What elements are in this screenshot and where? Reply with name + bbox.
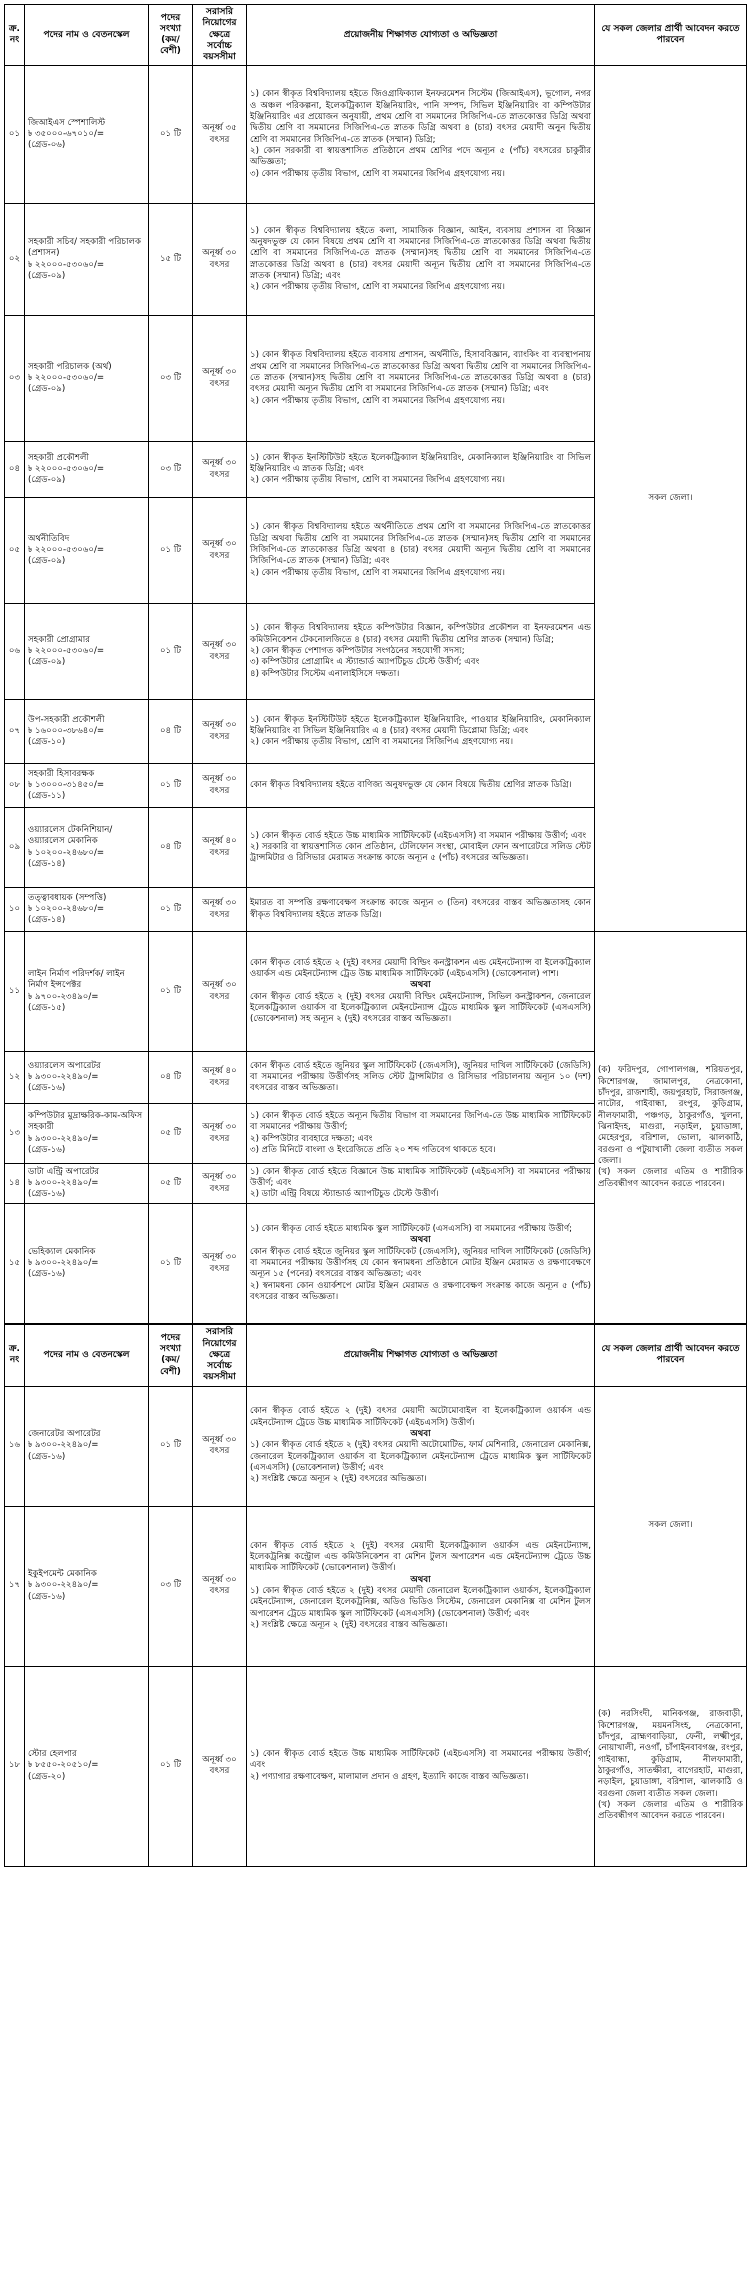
qualification-line: ২) সরকারি বা স্বায়ত্তশাসিত কোন প্রতিষ্ঠান, টেলিফোন সংস্থা, মোবাইল ফোন অপারেটরে সলিড স্টেট ট্রান্সমিটার ও রিসিভার মেরামত সংক্রান্ত কাজে অন্যূন ৫ (পাঁচ) বৎসরের অভিজ্ঞতা। [250, 842, 591, 864]
post-count: ১৫ টি [149, 204, 193, 316]
qualification-line: ১) কোন স্বীকৃত বোর্ড হইতে ২ (দুই) বৎসর মেয়াদী অটোমোটিভ, ফার্ম মেশিনারি, জেনারেল মেকানিক্স, জেনারেল ইলেকট্রিক্যাল ওয়ার্কস বা ইলেকট্রিক্যাল মেইনটেন্যান্স ট্রেডে মাধ্যমিক স্কুল সার্টিফিকেট (এসএসসি) (ভোকেশনাল) উত্তীর্ণ; এবং [250, 1440, 591, 1474]
qualification-cell [247, 1506, 595, 1666]
serial-number: ০৯ [5, 808, 25, 888]
post-count: ০৫ টি [149, 1164, 193, 1204]
pay-scale: ৳ ১০২০০-২৪৬৮০/= [28, 847, 105, 858]
age-limit: অনূর্ধ্ব ৩০ বৎসর [193, 604, 247, 700]
pay-grade: (গ্রেড-১১) [28, 791, 66, 802]
serial-number: ০২ [5, 204, 25, 316]
age-limit: অনূর্ধ্ব ৩০ বৎসর [193, 204, 247, 316]
or-separator: অথবা [410, 1235, 431, 1246]
pay-scale: ৳ ৩৫০০০-৬৭০১০/= [28, 129, 105, 140]
qualification-line: কোন স্বীকৃত বোর্ড হইতে জুনিয়র স্কুল সার্টিফিকেট (জেএসসি), জুনিয়র দাখিল সার্টিফিকেট (জেডিসি) বা সমমানের পরীক্ষায় উত্তীর্ণসহ যে কোন স্বনামধন্য প্রতিষ্ঠানে মোটর ইঞ্জিন মেরামত ও রক্ষণাবেক্ষণে অন্যূন ১৫ (পনের) বৎসরের বাস্তব অভিজ্ঞতা; এবং [250, 1246, 591, 1280]
post-name: লাইন নির্মাণ পরিদর্শক/ লাইন নির্মাণ ইন্সপেক্টর [28, 969, 125, 991]
qualification-cell [247, 316, 595, 442]
pay-scale: ৳ ৯৩০০-২২৪৯০/= [28, 1440, 99, 1451]
post-name: ওয়্যারলেস অপারেটর [28, 1060, 101, 1071]
age-limit: অনূর্ধ্ব ৩০ বৎসর [193, 498, 247, 604]
qualification-line: ইমারত বা সম্পত্তি রক্ষণাবেক্ষণ সংক্রান্ত কাজে অন্যূন ৩ (তিন) বৎসরের বাস্তব অভিজ্ঞতাসহ কোন স্বীকৃত বিশ্ববিদ্যালয় হইতে স্নাতক ডিগ্রি। [250, 898, 591, 920]
age-limit: অনূর্ধ্ব ৩০ বৎসর [193, 1164, 247, 1204]
table-row [5, 932, 747, 1052]
pay-grade: (গ্রেড-২০) [28, 1771, 66, 1782]
age-limit: অনূর্ধ্ব ৪০ বৎসর [193, 1052, 247, 1104]
pay-grade: (গ্রেড-১৪) [28, 915, 66, 926]
qualification-line: কোন স্বীকৃত বোর্ড হইতে ২ (দুই) বৎসর মেয়াদী অটোমোবাইল বা ইলেকট্রিক্যাল ওয়ার্কস এন্ড মেইনটেন্যান্স ট্রেডে উচ্চ মাধ্যমিক সার্টিফিকেট (এইচএসসি) উত্তীর্ণ। [250, 1406, 591, 1428]
age-limit: অনূর্ধ্ব ৩০ বৎসর [193, 764, 247, 808]
post-count: ০১ টি [149, 932, 193, 1052]
post-cell [25, 498, 149, 604]
qualification-line: ২) ডাটা এন্ট্রি বিষয়ে স্ট্যান্ডার্ড অ্যাপটিচুড টেস্টে উত্তীর্ণ। [250, 1189, 439, 1200]
qualification-cell [247, 808, 595, 888]
post-count: ০৩ টি [149, 316, 193, 442]
serial-number: ১৬ [5, 1386, 25, 1506]
qualification-line: ১) কোন স্বীকৃত বোর্ড হইতে বিজ্ঞানে উচ্চ মাধ্যমিক সার্টিফিকেট (এইচএসসি) বা সমমানের পরীক্ষায় উত্তীর্ণ; এবং [250, 1166, 591, 1189]
pay-scale: ৳ ২২০০০-৫৩০৬০/= [28, 464, 105, 475]
header-serial: ক্র. নং [5, 1325, 25, 1386]
age-limit: অনূর্ধ্ব ৩০ বৎসর [193, 1506, 247, 1666]
post-count: ০১ টি [149, 498, 193, 604]
qualification-line: ২) কোন পরীক্ষায় তৃতীয় বিভাগ, শ্রেণি বা সমমানের জিপিএ গ্রহণযোগ্য নয়। [250, 475, 505, 486]
recruitment-table-part-2 [4, 1324, 747, 1866]
pay-scale: ৳ ৯৩০০-২২৪৯০/= [28, 1178, 99, 1189]
qualification-line: ২) কোন পরীক্ষায় তৃতীয় বিভাগ, শ্রেণি বা সমমানের জিপিএ গ্রহণযোগ্য নয়। [250, 282, 505, 293]
qualification-line: ১) কোন স্বীকৃত বোর্ড হইতে উচ্চ মাধ্যমিক সার্টিফিকেট (এইচএসসি) বা সমমানের পরীক্ষায় উত্তীর্ণ; এবং [250, 1748, 591, 1771]
pay-scale: ৳ ৯৩০০-২২৪৯০/= [28, 1258, 99, 1269]
pay-grade: (গ্রেড-০৯) [28, 475, 66, 486]
pay-grade: (গ্রেড-০৯) [28, 384, 66, 395]
post-cell [25, 604, 149, 700]
post-name: সহকারী হিসাবরক্ষক [28, 768, 95, 779]
post-cell [25, 888, 149, 932]
header-districts: যে সকল জেলার প্রার্থী আবেদন করতে পারবেন [595, 5, 747, 66]
serial-number: ০১ [5, 66, 25, 204]
qualification-line: কোন স্বীকৃত বোর্ড হইতে ২ (দুই) বৎসর মেয়াদী বিল্ডিং কনস্ট্রাকশন এন্ড মেইনটেন্যান্স বা ইলেকট্রিক্যাল ওয়ার্কস এন্ড মেইনটেন্যান্স ট্রেড উচ্চ মাধ্যমিক সার্টিফিকেট (এইচএসসি) (ভোকেশনাল) পাশ। [250, 957, 591, 980]
post-count: ০১ টি [149, 1386, 193, 1506]
pay-scale: ৳ ২২০০০-৫৩০৬০/= [28, 373, 105, 384]
serial-number: ১৮ [5, 1666, 25, 1866]
header-districts: যে সকল জেলার প্রার্থী আবেদন করতে পারবেন [595, 1325, 747, 1386]
or-separator: অথবা [410, 1574, 431, 1585]
post-name: সহকারী প্রোগ্রামার [28, 634, 90, 645]
qualification-line: ২) কম্পিউটার ব্যবহারে দক্ষতা; এবং [250, 1133, 373, 1144]
post-cell [25, 1104, 149, 1164]
post-count: ০৪ টি [149, 808, 193, 888]
serial-number: ০৩ [5, 316, 25, 442]
header-post: পদের নাম ও বেতনস্কেল [25, 5, 149, 66]
header-age: সরাসরি নিয়োগের ক্ষেত্রে সর্বোচ্চ বয়সসীমা [193, 1325, 247, 1386]
qualification-line: ২) সংশ্লিষ্ট ক্ষেত্রে অন্যূন ২ (দুই) বৎসরের অভিজ্ঞতা। [250, 1474, 427, 1485]
qualification-cell [247, 604, 595, 700]
serial-number: ১০ [5, 888, 25, 932]
age-limit: অনূর্ধ্ব ৩০ বৎসর [193, 316, 247, 442]
post-cell [25, 1204, 149, 1324]
pay-grade: (গ্রেড-১৬) [28, 1591, 66, 1602]
qualification-line: ১) কোন স্বীকৃত বোর্ড হইতে মাধ্যমিক স্কুল সার্টিফিকেট (এসএসসি) বা সমমানের পরীক্ষায় উত্তীর্ণ; [250, 1224, 573, 1235]
pay-scale: ৳ ৮৫৫০-২০৫১০/= [28, 1760, 99, 1771]
qualification-cell [247, 1204, 595, 1324]
qualification-cell [247, 1164, 595, 1204]
post-cell [25, 1052, 149, 1104]
post-cell [25, 932, 149, 1052]
post-cell [25, 316, 149, 442]
serial-number: ১২ [5, 1052, 25, 1104]
age-limit: অনূর্ধ্ব ৩০ বৎসর [193, 1204, 247, 1324]
serial-number: ০৭ [5, 700, 25, 764]
qualification-line: ৩) কম্পিউটার প্রোগ্রামিং এ স্ট্যান্ডার্ড অ্যাপটিচুড টেস্টে উত্তীর্ণ; এবং [250, 657, 480, 668]
pay-grade: (গ্রেড-১৪) [28, 859, 66, 870]
pay-scale: ৳ ৯৭০০-২৩৪৯০/= [28, 991, 99, 1002]
pay-grade: (গ্রেড-০৯) [28, 271, 66, 282]
qualification-line: ১) কোন স্বীকৃত বিশ্ববিদ্যালয় হইতে অর্থনীতিতে প্রথম শ্রেণি বা সমমানের সিজিপিএ-তে স্নাতকোত্তর ডিগ্রি অথবা দ্বিতীয় শ্রেণি বা সমমানের সিজিপিএ-তে স্নাতক (সম্মান)সহ দ্বিতীয় শ্রেণি বা সমমানের সিজিপিএ-তে স্নাতকোত্তর ডিগ্রি অথবা ৪ (চার) বৎসর মেয়াদী অন্যূন দ্বিতীয় শ্রেণি বা সমমানের সিজিপিএ-তে স্নাতক (সম্মান) ডিগ্রি; এবং [250, 522, 591, 567]
eligible-districts-all: সকল জেলা। [595, 66, 747, 932]
recruitment-sheet [4, 4, 746, 1867]
age-limit: অনূর্ধ্ব ৩৫ বৎসর [193, 66, 247, 204]
post-cell [25, 1506, 149, 1666]
qualification-line: ২) কোন স্বীকৃত পেশাগত কম্পিউটার সংগঠনের সহযোগী সদস্য; [250, 646, 465, 657]
post-count: ০৩ টি [149, 442, 193, 498]
qualification-cell [247, 1666, 595, 1866]
serial-number: ০৮ [5, 764, 25, 808]
qualification-line: ৩) কোন পরীক্ষায় তৃতীয় বিভাগ, শ্রেণি বা সমমানের জিপিএ গ্রহণযোগ্য নয়। [250, 168, 505, 179]
or-separator: অথবা [410, 1428, 431, 1439]
qualification-cell [247, 442, 595, 498]
post-name: অর্থনীতিবিদ [28, 533, 70, 544]
qualification-cell [247, 498, 595, 604]
qualification-line: ২) কোন পরীক্ষায় তৃতীয় বিভাগ, শ্রেণি বা সমমানের জিপিএ গ্রহণযোগ্য নয়। [250, 395, 505, 406]
post-name: স্টোর হেলপার [28, 1748, 77, 1759]
qualification-line: কোন স্বীকৃত বিশ্ববিদ্যালয় হইতে বাণিজ্য অনুষদভুক্ত যে কোন বিষয়ে দ্বিতীয় শ্রেণির স্নাতক ডিগ্রি। [250, 780, 572, 791]
post-name: কম্পিউটার মুদ্রাক্ষরিক-কাম-অফিস সহকারী [28, 1111, 143, 1133]
pay-grade: (গ্রেড-১৬) [28, 1189, 66, 1200]
or-separator: অথবা [410, 980, 431, 991]
pay-scale: ৳ ১০২০০-২৪৬৮০/= [28, 904, 105, 915]
header-post: পদের নাম ও বেতনস্কেল [25, 1325, 149, 1386]
serial-number: ০৫ [5, 498, 25, 604]
qualification-line: ১) কোন স্বীকৃত বিশ্ববিদ্যালয় হইতে জিওগ্রাফিক্যাল ইনফরমেশন সিস্টেম (জিআইএস), ভূগোল, নগর ও অঞ্চল পরিকল্পনা, ইলেকট্রিক্যাল ইঞ্জিনিয়ারিং, পানি সম্পদ, সিভিল ইঞ্জিনিয়ারিং বা কম্পিউটার ইঞ্জিনিয়ারিং এর প্রয়োজন অনুযায়ী, প্রথম শ্রেণি বা সমমানের সিজিপিএ-তে স্নাতকোত্তর ডিগ্রি অথবা দ্বিতীয় শ্রেণি বা সমমানের সিজিপিএ-তে স্নাতক ডিগ্রি অথবা ৪ (চার) বৎসর মেয়াদী অনুন দ্বিতীয় শ্রেণি বা সমমানের সিজিপিএ-তে স্নাতক (সম্মান) ডিগ্রি; [250, 89, 591, 145]
header-count: পদের সংখ্যা (কম/ বেশী) [149, 1325, 193, 1386]
qualification-line: ১) কোন স্বীকৃত বোর্ড হইতে ২ (দুই) বৎসর মেয়াদী জেনারেল ইলেকট্রিক্যাল ওয়ার্কস, ইলেকট্রিক্যাল মেইনটেন্যান্স, জেনারেল ইলেকট্রনিক্স, অডিও ভিডিও সিস্টেম, জেনারেল মেকানিক্স বা মেশিন টুলস অপারেশন ট্রেডে মাধ্যমিক স্কুল সার্টিফিকেট (এসএসসি) (ভোকেশনাল) উত্তীর্ণ; এবং [250, 1586, 591, 1619]
qualification-cell [247, 700, 595, 764]
age-limit: অনূর্ধ্ব ৪০ বৎসর [193, 808, 247, 888]
post-count: ০৪ টি [149, 700, 193, 764]
qualification-line: ২) পণ্যাগার রক্ষণাবেক্ষণ, মালামাল প্রদান ও গ্রহণ, ইত্যাদি কাজে বাস্তব অভিজ্ঞতা। [250, 1771, 529, 1782]
serial-number: ০৪ [5, 442, 25, 498]
qualification-line: ২) কোন পরীক্ষায় তৃতীয় বিভাগ, শ্রেণি বা সমমানের সিজিপিএ গ্রহণযোগ্য নয়। [250, 737, 514, 748]
qualification-line: ৩) প্রতি মিনিটে বাংলা ও ইংরেজিতে প্রতি ২০ শব্দ গতিবেগ থাকতে হবে। [250, 1145, 496, 1156]
qualification-line: কোন স্বীকৃত বোর্ড হইতে ২ (দুই) বৎসর মেয়াদী ইলেকট্রিক্যাল ওয়ার্কস এন্ড মেইনটেন্যান্স, ইলেকট্রনিক্স কন্ট্রোল এন্ড কমিউনিকেশন বা মেশিন টুলস অপারেশন এন্ড মেইনটেন্যান্স ট্রেডে উচ্চ মাধ্যমিক সার্টিফিকেট (ভোকেশনাল) উত্তীর্ণ। [250, 1540, 591, 1574]
post-count: ০১ টি [149, 66, 193, 204]
age-limit: অনূর্ধ্ব ৩০ বৎসর [193, 442, 247, 498]
district-clause: (ক) ফরিদপুর, গোপালগঞ্জ, শরিয়তপুর, কিশোরগঞ্জ, জামালপুর, নেত্রকোনা, চাঁদপুর, রাজশাহী, জয়পুরহাট, সিরাজগঞ্জ, নাটোর, গাইবান্ধা, রংপুর, কুড়িগ্রাম, নীলফামারী, পঞ্চগড়, ঠাকুরগাঁও, খুলনা, ঝিনাইদহ, মাগুরা, নড়াইল, চুয়াডাঙ্গা, মেহেরপুর, বরিশাল, ভোলা, ঝালকাঠি, বরগুনা ও পটুয়াখালী জেলা ব্যতীত সকল জেলা। [598, 1065, 743, 1167]
pay-scale: ৳ ৯৩০০-২২৪৯০/= [28, 1072, 99, 1083]
pay-grade: (গ্রেড-০৬) [28, 140, 66, 151]
qualification-line: ২) স্বনামধন্য কোন ওয়ার্কশপে মোটর ইঞ্জিন মেরামত ও রক্ষণাবেক্ষণ সংক্রান্ত কাজে অন্যূন ৫ (পাঁচ) বৎসরের বাস্তব অভিজ্ঞতা। [250, 1280, 591, 1303]
age-limit: অনূর্ধ্ব ৩০ বৎসর [193, 1386, 247, 1506]
header-qualification: প্রয়োজনীয় শিক্ষাগত যোগ্যতা ও অভিজ্ঞতা [247, 5, 595, 66]
eligible-districts-all: সকল জেলা। [595, 1386, 747, 1666]
pay-grade: (গ্রেড-০৯) [28, 556, 66, 567]
qualification-line: ৪) কম্পিউটার সিস্টেম এনালাইসিসে দক্ষতা। [250, 668, 400, 679]
post-count: ০১ টি [149, 1204, 193, 1324]
post-name: সহকারী পরিচালক (অর্থ) [28, 361, 112, 372]
qualification-line: কোন স্বীকৃত বোর্ড হইতে ২ (দুই) বৎসর মেয়াদী বিল্ডিং মেইনটেন্যান্স, সিভিল কনস্ট্রাকশন, জেনারেল ইলেকট্রিক্যাল ওয়ার্কস বা ইলেকট্রিক্যাল মেইনটেন্যান্স ট্রেডে মাধ্যমিক স্কুল সার্টিফিকেট (এসএসসি) (ভোকেশনাল) সহ অন্যূন ২ (দুই) বৎসরের বাস্তব অভিজ্ঞতা। [250, 991, 591, 1025]
pay-grade: (গ্রেড-১৬) [28, 1083, 66, 1094]
post-name: জেনারেটর অপারেটর [28, 1428, 101, 1439]
age-limit: অনূর্ধ্ব ৩০ বৎসর [193, 1104, 247, 1164]
serial-number: ১৫ [5, 1204, 25, 1324]
table-row [5, 1666, 747, 1866]
qualification-cell [247, 888, 595, 932]
eligible-districts-restricted [595, 932, 747, 1324]
post-name: ওয়্যারলেস টেকনিশিয়ান/ ওয়্যারলেস মেকানিক [28, 825, 113, 847]
post-cell [25, 700, 149, 764]
qualification-line: ২) সংশ্লিষ্ট ক্ষেত্রে অন্যূন ২ (দুই) বৎসরের বাস্তব অভিজ্ঞতা। [250, 1620, 448, 1631]
qualification-line: ২) কোন সরকারী বা স্বায়ত্তশাসিত প্রতিষ্ঠানে প্রথম শ্রেণির পদে অন্যূন ৫ (পাঁচ) বৎসরের চাকুরীর অভিজ্ঞতা; [250, 146, 591, 168]
post-count: ০১ টি [149, 604, 193, 700]
recruitment-table-part-1 [4, 4, 747, 1324]
post-cell [25, 1386, 149, 1506]
age-limit: অনূর্ধ্ব ৩০ বৎসর [193, 700, 247, 764]
qualification-cell [247, 1104, 595, 1164]
post-name: ভেহিক্যাল মেকানিক [28, 1246, 96, 1257]
qualification-line: ১) কোন স্বীকৃত বিশ্ববিদ্যালয় হইতে কলা, সামাজিক বিজ্ঞান, আইন, ব্যবসায় প্রশাসন বা বিজ্ঞান অনুষদভুক্ত যে কোন বিষয়ে প্রথম শ্রেণি বা সমমানের সিজিপিএ-তে স্নাতকোত্তর ডিগ্রি অথবা দ্বিতীয় শ্রেণি বা সমমানের সিজিপিএ-তে স্নাতক (সম্মান)সহ দ্বিতীয় শ্রেণি বা সমমানের সিজিপিএ-তে স্নাতকোত্তর ডিগ্রি অথবা ৪ (চার) বৎসর মেয়াদী অন্যূন দ্বিতীয় শ্রেণি বা সমমানের সিজিপিএ-তে স্নাতক (সম্মান) ডিগ্রি; এবং [250, 225, 591, 282]
qualification-cell [247, 1386, 595, 1506]
table-row [5, 66, 747, 204]
pay-grade: (গ্রেড-১৬) [28, 1451, 66, 1462]
qualification-line: ১) কোন স্বীকৃত বোর্ড হইতে অন্যূন দ্বিতীয় বিভাগ বা সমমানের জিপিএ-তে উচ্চ মাধ্যমিক সার্টিফিকেট বা সমমানের পরীক্ষায় উত্তীর্ণ; [250, 1111, 591, 1133]
post-name: সহকারী প্রকৌশলী [28, 452, 89, 463]
post-count: ০৪ টি [149, 1052, 193, 1104]
post-count: ০৫ টি [149, 1104, 193, 1164]
age-limit: অনূর্ধ্ব ৩০ বৎসর [193, 932, 247, 1052]
qualification-cell [247, 764, 595, 808]
post-name: ডাটা এন্ট্রি অপারেটর [28, 1166, 100, 1177]
qualification-line: ১) কোন স্বীকৃত বিশ্ববিদ্যালয় হইতে কম্পিউটার বিজ্ঞান, কম্পিউটার প্রকৌশল বা ইনফরমেশন এন্ড কমিউনিকেশন টেকনোলজিতে ৪ (চার) বৎসর মেয়াদী দ্বিতীয় শ্রেণির স্নাতক (সম্মান) ডিগ্রি; [250, 623, 591, 645]
pay-scale: ৳ ২২০০০-৫৩০৬০/= [28, 646, 105, 657]
qualification-cell [247, 204, 595, 316]
eligible-districts-restricted [595, 1666, 747, 1866]
post-count: ০১ টি [149, 888, 193, 932]
pay-scale: ৳ ১৩০০০-৩১৪৫০/= [28, 780, 105, 791]
district-clause: (ক) নরসিংদী, মানিকগঞ্জ, রাজবাড়ী, কিশোরগঞ্জ, ময়মনসিংহ, নেত্রকোনা, চাঁদপুর, ব্রাহ্মণবাড়িয়া, ফেনী, লক্ষ্মীপুর, নোয়াখালী, নওগাঁ, চাঁপাইনবাবগঞ্জ, রংপুর, গাইবান্ধা, কুড়িগ্রাম, নীলফামারী, ঠাকুরগাঁও, সাতক্ষীরা, বাগেরহাট, মাগুরা, নড়াইল, চুয়াডাঙ্গা, বরিশাল, ঝালকাঠি ও বরগুনা জেলা ব্যতীত সকল জেলা। [598, 1709, 743, 1799]
qualification-line: ১) কোন স্বীকৃত ইনস্টিটিউট হইতে ইলেকট্রিক্যাল ইঞ্জিনিয়ারিং, পাওয়ার ইঞ্জিনিয়ারিং, মেকানিক্যাল ইঞ্জিনিয়ারিং বা সিভিল ইঞ্জিনিয়ারিং এ ৪ (চার) বৎসর মেয়াদী ডিপ্লোমা ডিগ্রি; এবং [250, 714, 591, 737]
post-count: ০৩ টি [149, 1506, 193, 1666]
header-qualification: প্রয়োজনীয় শিক্ষাগত যোগ্যতা ও অভিজ্ঞতা [247, 1325, 595, 1386]
serial-number: ১৪ [5, 1164, 25, 1204]
post-name: তত্ত্বাবধায়ক (সম্পত্তি) [28, 892, 107, 903]
pay-scale: ৳ ২২০০০-৫৩০৬০/= [28, 545, 105, 556]
header-serial: ক্র. নং [5, 5, 25, 66]
post-name: সহকারী সচিব/ সহকারী পরিচালক (প্রশাসন) [28, 237, 141, 259]
post-cell [25, 1164, 149, 1204]
pay-scale: ৳ ১৬০০০-৩৮৬৪০/= [28, 726, 105, 737]
pay-grade: (গ্রেড-১৬) [28, 1269, 66, 1280]
post-cell [25, 1666, 149, 1866]
post-cell [25, 66, 149, 204]
pay-grade: (গ্রেড-১৫) [28, 1003, 66, 1014]
post-cell [25, 764, 149, 808]
post-name: জিআইএস স্পেশালিস্ট [28, 117, 106, 128]
pay-scale: ৳ ২২০০০-৫৩০৬০/= [28, 259, 105, 270]
age-limit: অনূর্ধ্ব ৩০ বৎসর [193, 888, 247, 932]
serial-number: ১১ [5, 932, 25, 1052]
district-clause: (খ) সকল জেলার এতিম ও শারীরিক প্রতিবন্ধীগণ আবেদন করতে পারবেন। [598, 1167, 743, 1189]
post-count: ০১ টি [149, 764, 193, 808]
pay-grade: (গ্রেড-১৬) [28, 1145, 66, 1156]
table-header-row [5, 1325, 747, 1386]
pay-grade: (গ্রেড-০৯) [28, 657, 66, 668]
post-name: উপ-সহকারী প্রকৌশলী [28, 714, 105, 725]
qualification-cell [247, 66, 595, 204]
district-clause: (খ) সকল জেলার এতিম ও শারীরিক প্রতিবন্ধীগণ আবেদন করতে পারবেন। [598, 1800, 743, 1822]
qualification-line: কোন স্বীকৃত বোর্ড হইতে জুনিয়র স্কুল সার্টিফিকেট (জেএসসি), জুনিয়র দাখিল সার্টিফিকেট (জেডিসি) বা সমমানের পরীক্ষায় উত্তীর্ণসহ সলিড স্টেট ট্রান্সমিটার ও রিসিভার পরিচালনায় অন্যূন ১০ (দশ) বৎসরের বাস্তব অভিজ্ঞতা। [250, 1060, 591, 1094]
pay-grade: (গ্রেড-১০) [28, 737, 66, 748]
qualification-line: ১) কোন স্বীকৃত ইনস্টিটিউট হইতে ইলেকট্রিক্যাল ইঞ্জিনিয়ারিং, মেকানিক্যাল ইঞ্জিনিয়ারিং বা সিভিল ইঞ্জিনিয়ারিং এ স্নাতক ডিগ্রি; এবং [250, 452, 591, 475]
post-cell [25, 204, 149, 316]
pay-scale: ৳ ৯৩০০-২২৪৯০/= [28, 1580, 99, 1591]
qualification-line: ১) কোন স্বীকৃত বোর্ড হইতে উচ্চ মাধ্যমিক সার্টিফিকেট (এইচএসসি) বা সমমান পরীক্ষায় উত্তীর্ণ; এবং [250, 830, 587, 841]
qualification-cell [247, 932, 595, 1052]
qualification-line: ২) কোন পরীক্ষায় তৃতীয় বিভাগ, শ্রেণি বা সমমানের জিপিএ গ্রহণযোগ্য নয়। [250, 567, 505, 578]
pay-scale: ৳ ৯৩০০-২২৪৯০/= [28, 1133, 99, 1144]
serial-number: ০৬ [5, 604, 25, 700]
table-header-row [5, 5, 747, 66]
post-name: ইকুইপমেন্ট মেকানিক [28, 1568, 97, 1579]
serial-number: ১৩ [5, 1104, 25, 1164]
post-count: ০১ টি [149, 1666, 193, 1866]
header-count: পদের সংখ্যা (কম/ বেশী) [149, 5, 193, 66]
header-age: সরাসরি নিয়োগের ক্ষেত্রে সর্বোচ্চ বয়সসীমা [193, 5, 247, 66]
post-cell [25, 442, 149, 498]
qualification-cell [247, 1052, 595, 1104]
table-row [5, 1386, 747, 1506]
serial-number: ১৭ [5, 1506, 25, 1666]
qualification-line: ১) কোন স্বীকৃত বিশ্ববিদ্যালয় হইতে ব্যবসায় প্রশাসন, অর্থনীতি, হিসাববিজ্ঞান, ব্যাংকিং বা ব্যবস্থাপনায় প্রথম শ্রেণি বা সমমানের সিজিপিএ-তে স্নাতকোত্তর ডিগ্রি অথবা দ্বিতীয় শ্রেণি বা সমমানের সিজিপিএ-তে স্নাতক (সম্মান)সহ দ্বিতীয় শ্রেণি বা সমমানের সিজিপিএ-তে স্নাতকোত্তর ডিগ্রি অথবা ৪ (চার) বৎসর মেয়াদী অন্যূন দ্বিতীয় শ্রেণি বা সমমানের সিজিপিএ-তে স্নাতক (সম্মান) ডিগ্রি; এবং [250, 350, 591, 395]
post-cell [25, 808, 149, 888]
age-limit: অনূর্ধ্ব ৩০ বৎসর [193, 1666, 247, 1866]
